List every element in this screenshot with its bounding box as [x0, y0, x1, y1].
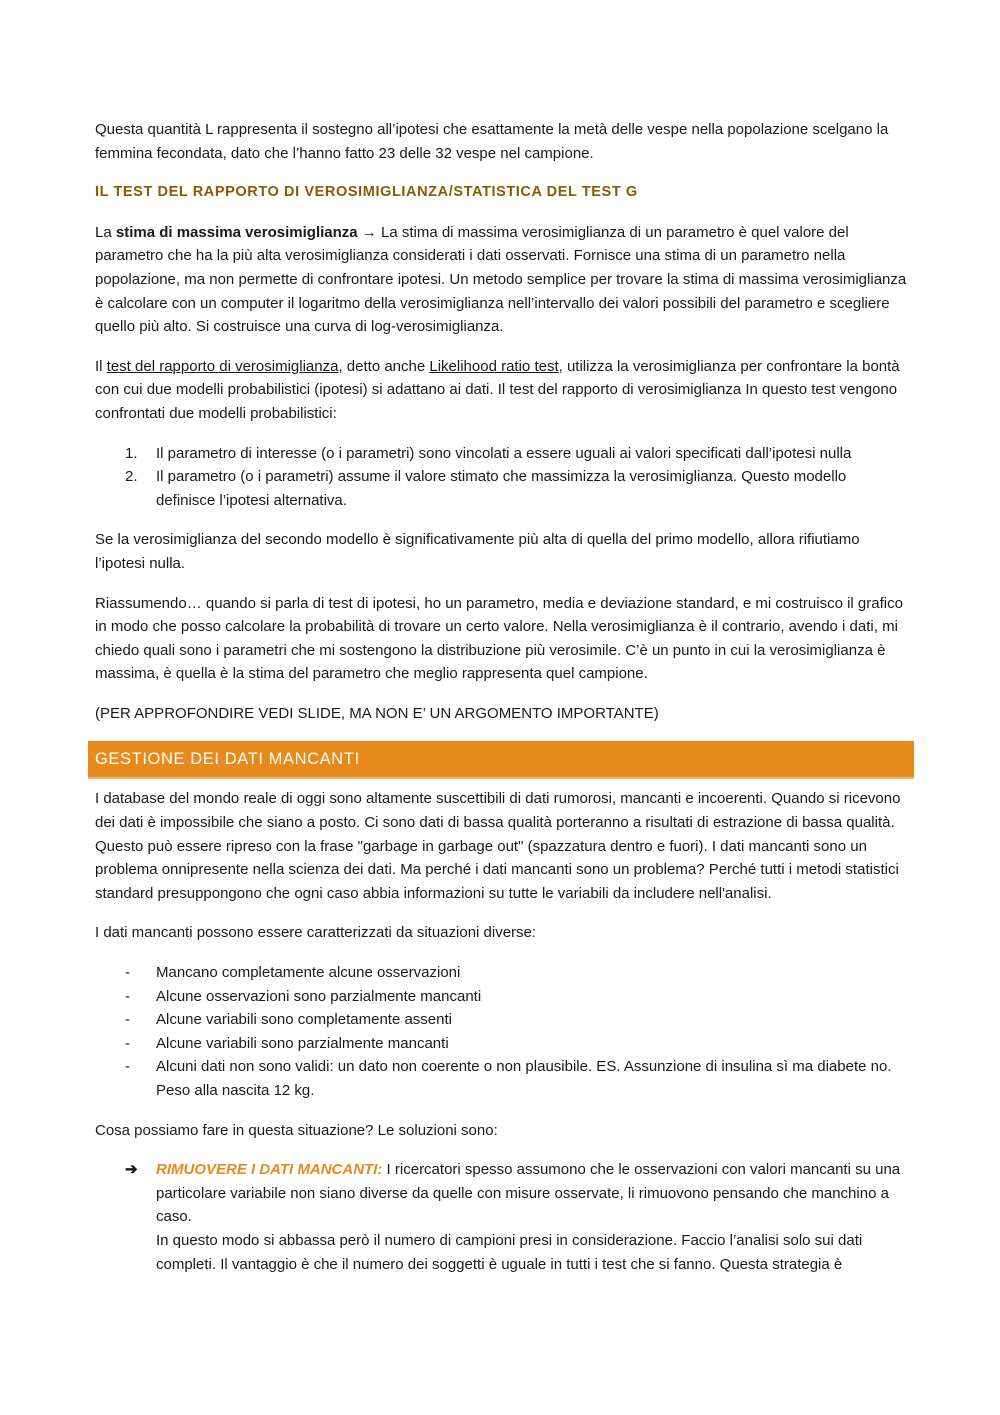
dash-bullet: -: [125, 1058, 130, 1076]
list-item: [95, 961, 907, 985]
arrow-bullet-icon: ➔: [125, 1161, 138, 1179]
document-page: [95, 118, 907, 1292]
arrow-list-solutions: [95, 1158, 907, 1276]
dash-list-situations: [95, 961, 907, 1103]
list-item-text: Mancano completamente alcune osservazioni: [156, 964, 461, 982]
solution-text-continued: In questo modo si abbassa però il numero di campioni presi in considerazione. Faccio l’analisi solo sui dati completi. Il vantaggio è che il numero dei soggetti è uguale in tutti i test che si fanno. Questa strategia è: [156, 1231, 863, 1273]
list-item: [95, 1158, 907, 1276]
list-item-text: Alcuni dati non sono validi: un dato non coerente o non plausibile. ES. Assunzione di insulina sì ma diabete no. Peso alla nascita 12 kg.: [156, 1058, 892, 1099]
solution-label: RIMUOVERE I DATI MANCANTI:: [156, 1161, 383, 1179]
text-rest: La stima di massima verosimiglianza di un parametro è quel valore del parametro che ha la più alta verosimiglianza considerati i dati osservati. Fornisce una stima di un parametro nella popolazione, ma non permette di confrontare ipotesi. Un metodo semplice per trovare la stima di massima verosimiglianza è calcolare con un computer il logaritmo della verosimiglianza nell’intervallo dei valori possibili del parametro e scegliere quello più alto. Si costruisce una curva di log-verosimiglianza.: [95, 223, 907, 336]
list-number: 2.: [125, 468, 138, 486]
list-item: [95, 985, 907, 1009]
bold-term-mle: stima di massima verosimiglianza: [115, 223, 358, 241]
arrow-right-icon: →: [357, 223, 381, 241]
text-lead: La: [95, 223, 116, 241]
numbered-list-models: [95, 442, 907, 513]
list-item-text: Alcune variabili sono completamente assenti: [156, 1011, 452, 1029]
paragraph-summary: Riassumendo… quando si parla di test di ipotesi, ho un parametro, media e deviazione standard, e mi costruisco il grafico in modo che posso calcolare la probabilità di trovare un certo valore. Nella verosimiglianza è il contrario, avendo i dati, mi chiedo quali sono i parametri che mi sostengono la distribuzione più verosimile. C’è un punto in cui la verosimiglianza è massima, è quella è la stima del parametro che meglio rappresenta quel campione.: [95, 594, 903, 683]
paragraph-situations-intro: I dati mancanti possono essere caratterizzati da situazioni diverse:: [95, 924, 537, 942]
paragraph-solutions-intro: Cosa possiamo fare in questa situazione? Le soluzioni sono:: [95, 1121, 498, 1139]
section-banner-missing-data: GESTIONE DEI DATI MANCANTI: [88, 741, 914, 779]
list-item-text: Alcune osservazioni sono parzialmente mancanti: [156, 987, 482, 1005]
text-mid: , detto anche: [338, 357, 430, 375]
list-number: 1.: [125, 444, 138, 462]
paragraph-maximum-likelihood: [95, 221, 907, 339]
paragraph-likelihood-support: Questa quantità L rappresenta il sostegno all’ipotesi che esattamente la metà delle vespe nella popolazione scelgano la femmina fecondata, dato che l’hanno fatto 23 delle 32 vespe nel campione.: [95, 121, 889, 162]
paragraph-reject-null: Se la verosimiglianza del secondo modello è significativamente più alta di quella del primo modello, allora rifiutiamo l’ipotesi nulla.: [95, 531, 860, 572]
list-item-text: Il parametro (o i parametri) assume il valore stimato che massimizza la verosimiglianza. Questo modello definisce l’ipotesi alternativa.: [156, 468, 847, 509]
dash-bullet: -: [125, 1011, 130, 1029]
dash-bullet: -: [125, 1034, 130, 1052]
solution-text: I ricercatori spesso assumono che le osservazioni con valori mancanti su una particolare variabile non siano diverse da quelle con misure osservate, li rimuovono pensando che manchino a caso.: [156, 1161, 901, 1226]
list-item-text: Il parametro di interesse (o i parametri) sono vincolati a essere uguali ai valori specificati dall’ipotesi nulla: [156, 444, 852, 462]
dash-bullet: -: [125, 964, 130, 982]
text-lead: Il: [95, 357, 107, 375]
text-rest: , utilizza la verosimiglianza per confrontare la bontà con cui due modelli probabilistici (ipotesi) si adattano ai dati. Il test del rapporto di verosimiglianza In questo test vengono confrontati due modelli probabilistici:: [95, 357, 900, 422]
underlined-term-lrt: test del rapporto di verosimiglianza: [106, 357, 339, 375]
paragraph-real-world-data: I database del mondo reale di oggi sono altamente suscettibili di dati rumorosi, mancanti e incoerenti. Quando si ricevono dei dati è impossibile che siano a posto. Ci sono dati di bassa qualità porteranno a risultati di estrazione di bassa qualità. Questo può essere ripreso con la frase "garbage in garbage out" (spazzatura dentro e fuori). I dati mancanti sono un problema onnipresente nella scienza dei dati. Ma perché i dati mancanti sono un problema? Perché tutti i metodi statistici standard presuppongono che ogni caso abbia informazioni su tutte le variabili da includere nell'analisi.: [95, 790, 901, 902]
underlined-term-likelihood-ratio-test: Likelihood ratio test: [429, 357, 559, 375]
list-item: [95, 442, 907, 466]
list-item: [95, 1008, 907, 1032]
list-item: [95, 1032, 907, 1056]
paragraph-lrt: [95, 355, 907, 426]
paragraph-note: (PER APPROFONDIRE VEDI SLIDE, MA NON E’ UN ARGOMENTO IMPORTANTE): [95, 704, 659, 722]
list-item: [95, 1055, 907, 1102]
section-heading-likelihood-ratio-test: IL TEST DEL RAPPORTO DI VEROSIMIGLIANZA/STATISTICA DEL TEST G: [95, 184, 638, 201]
list-item: [95, 465, 907, 512]
list-item-text: Alcune variabili sono parzialmente mancanti: [156, 1034, 449, 1052]
dash-bullet: -: [125, 987, 130, 1005]
